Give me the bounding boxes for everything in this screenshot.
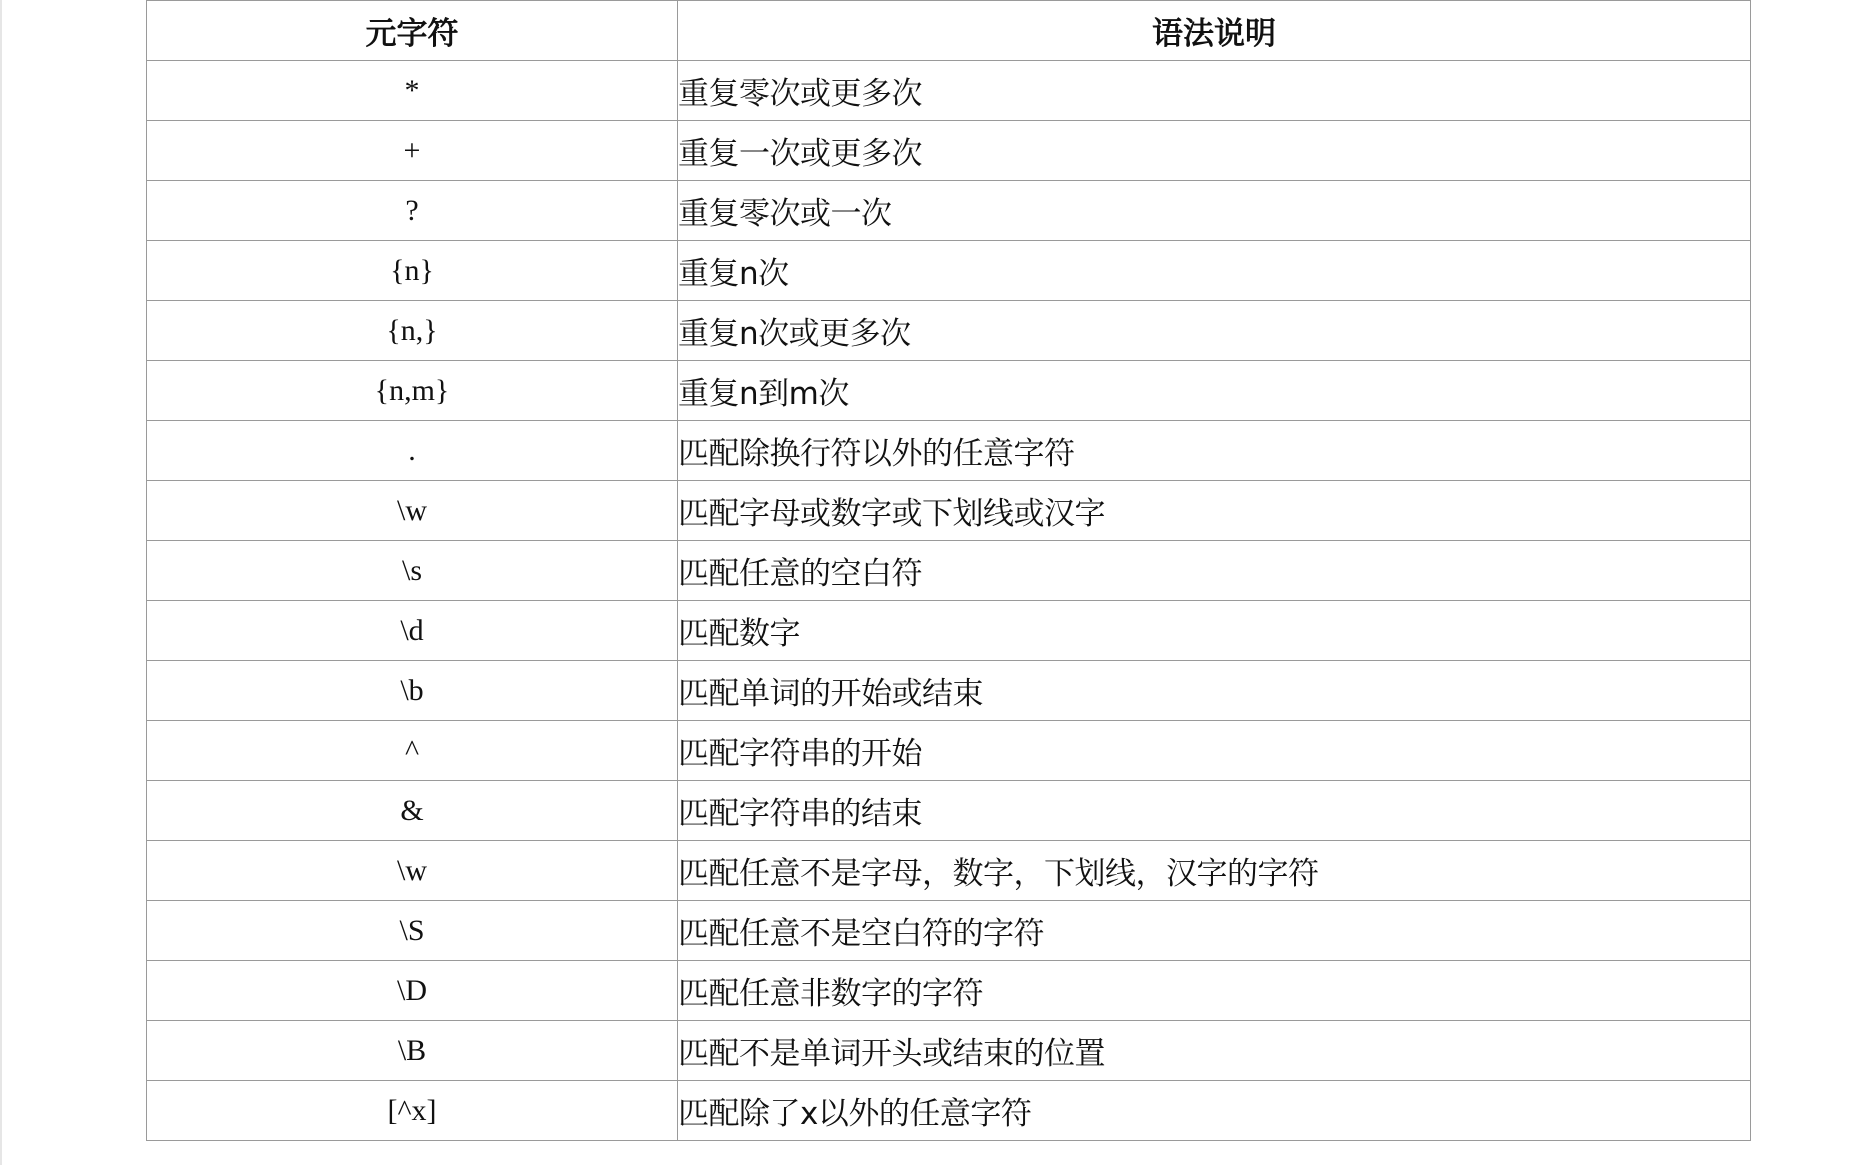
table-row <box>147 661 1751 721</box>
metachar-cell: * <box>147 61 678 121</box>
page-edge <box>0 0 2 1165</box>
description-cell: 匹配不是单词开头或结束的位置 <box>678 1021 1751 1081</box>
table-row <box>147 121 1751 181</box>
table-row <box>147 1021 1751 1081</box>
description-cell: 重复n次或更多次 <box>678 301 1751 361</box>
table-row <box>147 61 1751 121</box>
table-row <box>147 721 1751 781</box>
table-row <box>147 241 1751 301</box>
metachar-cell: . <box>147 421 678 481</box>
table-row <box>147 601 1751 661</box>
description-cell: 匹配任意不是空白符的字符 <box>678 901 1751 961</box>
table-row <box>147 961 1751 1021</box>
table-body <box>147 61 1751 1141</box>
metachar-cell: \D <box>147 961 678 1021</box>
regex-syntax-table <box>146 0 1751 1141</box>
description-cell: 匹配任意非数字的字符 <box>678 961 1751 1021</box>
table-row <box>147 181 1751 241</box>
description-cell: 重复n次 <box>678 241 1751 301</box>
description-cell: 匹配任意不是字母，数字，下划线，汉字的字符 <box>678 841 1751 901</box>
description-cell: 匹配字符串的结束 <box>678 781 1751 841</box>
metachar-cell: \w <box>147 481 678 541</box>
description-cell: 匹配除换行符以外的任意字符 <box>678 421 1751 481</box>
table-row <box>147 421 1751 481</box>
metachar-cell: \b <box>147 661 678 721</box>
metachar-cell: ^ <box>147 721 678 781</box>
description-cell: 匹配单词的开始或结束 <box>678 661 1751 721</box>
table-row <box>147 901 1751 961</box>
table-row <box>147 781 1751 841</box>
metachar-cell: \d <box>147 601 678 661</box>
metachar-cell: {n,m} <box>147 361 678 421</box>
description-cell: 重复n到m次 <box>678 361 1751 421</box>
header-row <box>147 1 1751 61</box>
description-cell: 匹配除了x以外的任意字符 <box>678 1081 1751 1141</box>
metachar-cell: ? <box>147 181 678 241</box>
header-description: 语法说明 <box>678 1 1751 61</box>
description-cell: 重复零次或更多次 <box>678 61 1751 121</box>
metachar-cell: + <box>147 121 678 181</box>
metachar-cell: \s <box>147 541 678 601</box>
description-cell: 重复零次或一次 <box>678 181 1751 241</box>
table-header <box>147 1 1751 61</box>
metachar-cell: {n} <box>147 241 678 301</box>
metachar-cell: \w <box>147 841 678 901</box>
metachar-cell: & <box>147 781 678 841</box>
table-row <box>147 361 1751 421</box>
header-metachar: 元字符 <box>147 1 678 61</box>
description-cell: 匹配任意的空白符 <box>678 541 1751 601</box>
description-cell: 重复一次或更多次 <box>678 121 1751 181</box>
table-row <box>147 841 1751 901</box>
metachar-cell: \S <box>147 901 678 961</box>
description-cell: 匹配字母或数字或下划线或汉字 <box>678 481 1751 541</box>
description-cell: 匹配字符串的开始 <box>678 721 1751 781</box>
metachar-cell: [^x] <box>147 1081 678 1141</box>
metachar-cell: {n,} <box>147 301 678 361</box>
table-row <box>147 541 1751 601</box>
description-cell: 匹配数字 <box>678 601 1751 661</box>
table-row <box>147 1081 1751 1141</box>
table-row <box>147 481 1751 541</box>
table-row <box>147 301 1751 361</box>
metachar-cell: \B <box>147 1021 678 1081</box>
